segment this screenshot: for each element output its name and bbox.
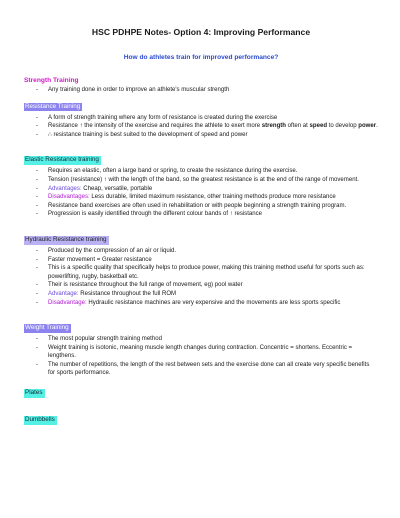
list-item: - Weight training is isotonic, meaning muscle length changes during contraction. Concentric = shortens. Eccentric = lengthens. [36,344,378,361]
strength-list [24,86,378,95]
text: Resistance ↑ the intensity of the exercise and requires the athlete to exert more [48,123,262,130]
weight-list [24,335,378,378]
list-item: - Any training done in order to improve an athlete's muscular strength [36,86,378,95]
list-item: - Requires an elastic, often a large band or spring, to create the resistance during the exercise. [36,167,378,176]
list-item: - This is a specific quality that specifically helps to produce power, making this training method useful for sports such as: powerlifting, rugby, basketball etc. [36,264,378,281]
elastic-heading: Elastic Resistance training [25,156,99,164]
list-item [36,290,378,299]
list-item: - Progression is easily identified through the different colour bands of ↑ resistance [36,210,378,219]
page-title: HSC PDHPE Notes- Option 4: Improving Performance [91,27,311,37]
hydraulic-section [24,228,378,307]
plates-section [24,381,378,399]
strength-section [24,76,378,95]
list-item [36,193,378,202]
weight-section [24,316,378,378]
elastic-list [24,167,378,219]
strength-heading: Strength Training [24,77,79,84]
disadvantages-label: Disadvantages: [48,194,90,201]
text: Less durable, limited maximum resistance, other training methods produce more resistance [89,194,336,201]
list-item [36,122,378,131]
disadvantage-label: Disadvantage: [48,299,87,306]
list-item: - Faster movement = Greater resistance [36,256,378,265]
list-item: - Resistance band exercises are often used in rehabilitation or with people beginning a strength training program. [36,202,378,211]
keyword-power: power [358,123,377,130]
list-item: - The number of repetitions, the length of the rest between sets and the exercise done can all create very specific benefits for sports performance. [36,361,378,378]
text: often at [285,123,310,130]
page-question: How do athletes train for improved performance? [123,54,279,61]
resistance-section [24,95,378,140]
resistance-heading: Resistance Training [25,102,81,110]
text: . [376,123,378,130]
list-item [36,299,378,308]
text: Resistance throughout the full ROM [78,290,177,297]
text: to develop [327,123,359,130]
dumbbells-section [24,408,378,426]
list-item: - Tension (resistance) ↑ with the length of the band, so the greatest resistance is at the end of the range of movement. [36,176,378,185]
list-item: - A form of strength training where any form of resistance is created during the exercise [36,114,378,123]
keyword-strength: strength [261,123,286,130]
list-item: - Produced by the compression of an air or liquid. [36,247,378,256]
keyword-speed: speed [309,123,328,130]
list-item: - ∴ resistance training is best suited to the development of speed and power [36,131,378,140]
hydraulic-list [24,247,378,307]
advantage-label: Advantage: [48,290,79,297]
elastic-section [24,148,378,219]
plates-heading: Plates [25,389,43,397]
advantages-label: Advantages: [48,185,82,192]
hydraulic-heading: Hydraulic Resistance training [25,235,107,243]
list-item: - Their is resistance throughout the full range of movement, eg) pool water [36,281,378,290]
text: Cheap, versatile, portable [81,185,153,192]
weight-heading: Weight Training [25,324,69,332]
text: Hydraulic resistance machines are very expensive and the movements are less sports specific [86,299,341,306]
dumbbells-heading: Dumbbells [25,416,55,424]
list-item: - The most popular strength training method [36,335,378,344]
list-item [36,185,378,194]
resistance-list [24,114,378,140]
